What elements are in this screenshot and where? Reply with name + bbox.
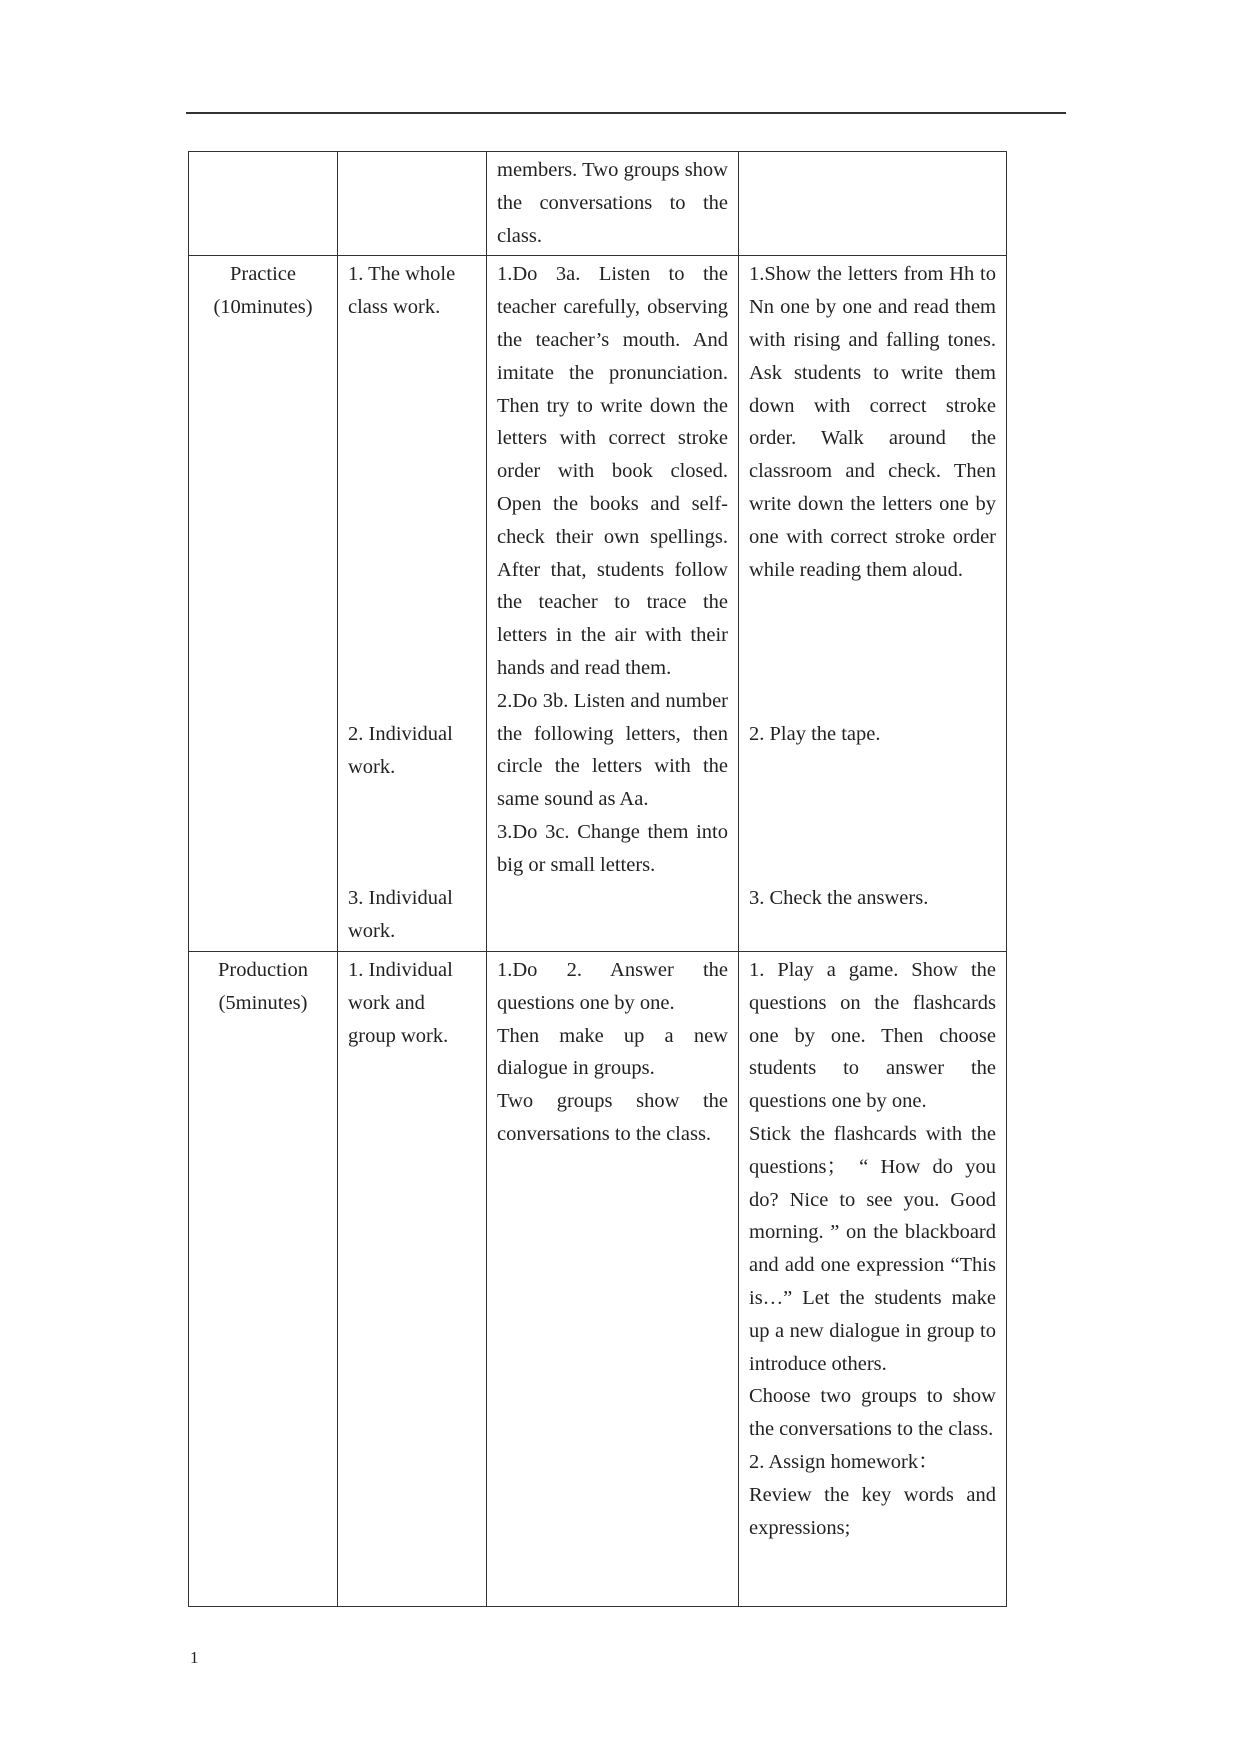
table-row	[189, 152, 1007, 256]
lesson-plan-table	[188, 151, 1007, 1607]
stage-cell-practice	[189, 256, 338, 952]
stage-duration: (5minutes)	[218, 991, 308, 1014]
table-row-practice	[189, 256, 1007, 952]
mode-step-1: 1. The whole class work.	[348, 263, 456, 319]
teacher-paragraph: Choose two groups to show the conversations to the class.	[749, 1385, 996, 1441]
mode-line: group work.	[348, 1024, 449, 1047]
teacher-step-2: 2. Play the tape.	[749, 723, 881, 746]
mode-cell	[338, 152, 487, 256]
teacher-activity-cell	[739, 152, 1007, 256]
teacher-paragraph: Stick the flashcards with the questions； “ How do you do? Nice to see you. Good morning. ” on the blackboard and add one expression “This is…” Let the students make up a new dialogue in group to introduce others.	[749, 1122, 996, 1375]
student-activity-cell: members. Two groups show the conversations to the class.	[487, 152, 739, 256]
stage-cell	[189, 152, 338, 256]
student-activity-cell-practice	[487, 256, 739, 952]
student-step-2: 2.Do 3b. Listen and number the following letters, then circle the letters with the same sound as Aa.	[497, 689, 728, 811]
teacher-step-3: 3. Check the answers.	[749, 887, 929, 910]
stage-label: Practice	[229, 263, 296, 286]
teacher-paragraph: Review the key words and expressions;	[749, 1483, 996, 1539]
teacher-step-1: 1.Show the letters from Hh to Nn one by one and read them with rising and falling tones. Ask students to write them down with correct stroke order. Walk around the classroom and check. Then write down the letters one by one with correct stroke order while reading them aloud.	[749, 263, 996, 581]
student-activity-cell-production	[487, 951, 739, 1606]
page-number: 1	[190, 1648, 199, 1667]
mode-step-3: 3. Individual work.	[348, 887, 453, 943]
student-paragraph: Then make up a new dialogue in groups.	[497, 1024, 728, 1080]
stage-duration: (10minutes)	[213, 296, 313, 319]
student-step-1: 1.Do 3a. Listen to the teacher carefully, observing the teacher’s mouth. And imitate the pronunciation. Then try to write down the letters with correct stroke order with book closed. Open the books and self-check their own spellings. After that, students follow the teacher to trace the letters in the air with their hands and read them.	[497, 263, 728, 679]
teacher-paragraph: 2. Assign homework：	[749, 1450, 939, 1473]
header-rule	[186, 112, 1066, 114]
mode-line: 1. Individual	[348, 958, 453, 981]
mode-line: work and	[348, 991, 425, 1014]
teacher-activity-cell-production	[739, 951, 1007, 1606]
stage-cell-production	[189, 951, 338, 1606]
student-step-3: 3.Do 3c. Change them into big or small letters.	[497, 820, 728, 876]
table-row-production	[189, 951, 1007, 1606]
student-paragraph: 1.Do 2. Answer the questions one by one.	[497, 958, 728, 1014]
mode-cell-production	[338, 951, 487, 1606]
teacher-paragraph: 1. Play a game. Show the questions on the flashcards one by one. Then choose students to answer the questions one by one.	[749, 958, 996, 1113]
student-paragraph: Two groups show the conversations to the class.	[497, 1090, 728, 1145]
stage-label: Production	[218, 958, 308, 981]
mode-step-2: 2. Individual work.	[348, 723, 453, 779]
teacher-activity-cell-practice	[739, 256, 1007, 952]
mode-cell-practice	[338, 256, 487, 952]
